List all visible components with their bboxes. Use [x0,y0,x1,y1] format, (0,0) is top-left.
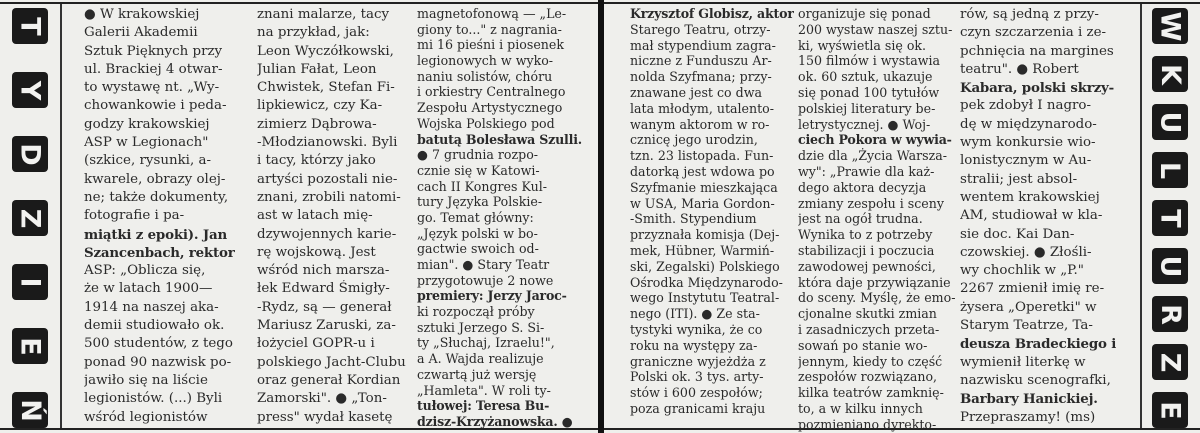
text-line: Julian Fałat, Leon [257,61,377,77]
top-rule-left [0,2,598,4]
text-line: fotografie i pa- [84,208,185,224]
text-line: Wynika to z potrzeby [798,227,933,243]
text-line: press" wydał kasetę [257,409,393,425]
text-line: mi 16 pieśni i piosenek [417,37,564,53]
text-line: nego (ITI). ● Ze sta- [630,306,760,322]
text-line: to, a w kilku innych [798,400,923,416]
text-line: pozmieniano dyrekto- [798,416,937,432]
text-line: gactwie swoich od- [417,241,539,257]
text-line: wentem krakowskiej [960,189,1100,205]
text-line: ast w latach mię- [257,208,373,224]
text-line: Polski ok. 3 tys. arty- [630,369,764,385]
text-line: znawane jest co dwa [630,84,762,100]
text-line: giony to..." z nagrania- [417,21,562,37]
text-line: jennym, kiedy to część [798,353,943,369]
text-line: znani malarze, tacy [257,7,390,22]
text-line: ok. 60 sztuk, ukazuje [798,69,933,85]
text-line: dę w międzynarodo- [960,116,1097,132]
text-line: zmiany zespołu i sceny [798,195,944,211]
text-line: czwartą już wersję [417,366,537,382]
title-letter-right-0: W [1152,8,1188,44]
article-column-4 [630,6,794,417]
text-line: legionistów. (...) Byli [84,391,223,407]
top-rule-right [604,2,1200,4]
text-line: dzisz-Krzyżanowska. ● [417,413,573,429]
text-line: wego Instytutu Teatral- [630,290,780,306]
text-line: oraz generał Kordian [257,372,401,388]
text-line: graniczne wyjeżdża z [630,353,766,369]
title-letter-right-1: K [1152,56,1188,92]
text-line: ki, wyświetla się ok. [798,37,927,53]
text-line: chowankowie i peda- [84,98,227,114]
text-line: wym konkursie wio- [960,135,1096,151]
text-line: pchnięcia na margines [960,43,1114,59]
title-letter-right-3: L [1152,152,1188,188]
text-line: polskiego Jacht-Clubu [257,354,406,370]
title-letter-right-4: T [1152,200,1188,236]
text-line: demii studiowało ok. [84,318,225,334]
text-line: a A. Wajda realizuje [417,351,544,367]
text-line: premiery: Jerzy Jaroc- [417,288,567,304]
text-line: -Młodzianowski. Byli [257,135,398,151]
text-line: ciech Pokora w wywia- [798,132,952,148]
text-line: magnetofonową — „Le- [417,6,567,21]
text-line: wśród nich marsza- [257,263,390,279]
text-line: mał stypendium zagra- [630,37,776,53]
text-line: przyznała komisja (Dej- [630,227,780,243]
text-line: 200 wystaw naszej sztu- [798,21,953,37]
text-line: to wystawę nt. „Wy- [84,80,220,96]
text-line: żysera „Operetki" w [960,299,1097,315]
text-line: Szyfmanie mieszkająca [630,179,778,195]
text-line: Krzysztof Globisz, aktor [630,6,794,21]
title-letter-left-6: Ń [12,392,48,428]
text-line: batutą Bolesława Szulli. [417,131,582,147]
text-line: rów, są jedną z przy- [960,7,1099,22]
text-line: rę wojskową. Jest [257,244,376,260]
vertical-title-w-kulturze [1148,8,1192,428]
title-letter-left-1: Y [12,72,48,108]
text-line: polskiej literatury be- [798,100,936,116]
title-letter-right-5: U [1152,248,1188,284]
text-line: 150 filmów i wystawia [798,53,941,69]
text-line: sie doc. Kai Dan- [960,226,1075,242]
text-line: wymienił literkę w [960,354,1086,370]
text-line: teatru". ● Robert [960,61,1079,77]
text-line: ● 7 grudnia rozpo- [417,147,539,163]
text-line: dzie dla „Życia Warsza- [798,148,948,164]
text-line: Wojska Polskiego pod [417,115,555,131]
text-line: poza granicami kraju [630,400,766,416]
text-line: wanym aktorom w ro- [630,116,770,132]
text-line: Sztuk Pięknych przy [84,43,223,59]
title-letter-left-5: E [12,328,48,364]
text-line: tułowej: Teresa Bu- [417,398,550,414]
text-line: AM, studiował w kla- [960,208,1103,224]
text-line: miątki z epoki). Jan [84,226,227,243]
text-line: mian". ● Stary Teatr [417,257,550,272]
text-line: wśród legionistów [84,409,208,425]
text-line: przygotowuje 2 nowe [417,272,554,288]
text-line: w USA, Maria Gordon- [630,195,775,211]
text-line: dzywojennych karie- [257,226,397,242]
text-line: lipkiewicz, czy Ka- [257,98,383,114]
text-line: Starym Teatrze, Ta- [960,318,1093,334]
text-line: mek, Hübner, Warmiń- [630,242,775,258]
text-line: dego aktora decyzja [798,179,927,195]
title-letter-left-3: Z [12,200,48,236]
text-line: lata młodym, utalento- [630,100,775,116]
text-line: roku na występy za- [630,337,758,353]
text-line: wy chochlik w „P." [960,263,1084,279]
text-line: cznie się w Katowi- [417,162,540,178]
text-line: ki rozpoczął próby [417,304,535,320]
text-line: Przepraszamy! (ms) [960,409,1096,425]
text-line: się ponad 100 tytułów [798,84,940,100]
title-letter-left-2: D [12,136,48,172]
text-line: pek zdobył I nagro- [960,98,1092,114]
vertical-title-tydzien [8,8,52,428]
text-line: -Smith. Stypendium [630,211,757,227]
text-line: „Hamleta". W roli ty- [417,382,551,398]
text-line: cznicę jego urodzin, [630,132,758,148]
text-line: naniu solistów, chóru [417,68,553,84]
text-line: ASP: „Oblicza się, [84,263,206,279]
text-line: która daje przywiązanie [798,274,951,290]
text-line: nazwisku scenografki, [960,372,1111,388]
text-line: datorką jest wdowa po [630,163,775,179]
text-line: niczne z Funduszu Ar- [630,53,772,69]
title-letter-left-0: T [12,8,48,44]
text-line: jest na ogół trudna. [798,211,923,227]
text-line: ty „Słuchaj, Izraelu!", [417,335,555,351]
text-line: stów i 600 zespołów; [630,385,763,401]
text-line: ski, Zegalski) Polskiego [630,258,780,274]
text-line: że w latach 1900— [84,281,213,297]
text-line: tystyki wynika, że co [630,321,763,337]
text-line: organizuje się ponad [798,6,931,21]
text-line: zawodowej pewności, [798,258,936,274]
text-line: ponad 90 nazwisk po- [84,354,232,370]
text-line: kilka teatrów zamknię- [798,385,944,401]
text-line: cach II Kongres Kul- [417,178,547,194]
text-line: Szancenbach, rektor [84,244,235,261]
text-line: i orkiestry Centralnego [417,84,566,100]
text-line: 2267 zmienił imię re- [960,281,1105,297]
text-line: letrystycznej. ● Woj- [798,116,931,132]
text-line: 1914 na naszej aka- [84,299,219,315]
text-line: do sceny. Myślę, że emo- [798,290,956,306]
text-line: stabilizacji i poczucia [798,242,935,258]
text-line: Galerii Akademii [84,25,198,41]
text-line: Barbary Hanickiej. [960,391,1098,408]
text-line: deusza Bradeckiego i [960,336,1117,353]
text-line: legionowych w wyko- [417,53,554,69]
text-line: Starego Teatru, otrzy- [630,21,771,37]
text-line: ne; także dokumenty, [84,189,229,205]
text-line: ASP w Legionach" [84,135,209,151]
text-line: i tacy, którzy jako [257,153,376,169]
title-letter-right-7: Z [1152,344,1188,380]
text-line: -Rydz, są — generał [257,299,392,315]
text-line: nolda Szyfmana; przy- [630,69,772,85]
title-divider-right [1140,4,1142,428]
text-line: zespołów rozwiązano, [798,369,938,385]
article-column-1 [84,6,235,427]
text-line: stralii; jest absol- [960,171,1078,187]
article-column-6 [960,6,1116,427]
text-line: 500 studentów, z tego [84,336,233,352]
text-line: wy": „Prawie dla każ- [798,163,935,179]
text-line: sztuki Jerzego S. Si- [417,319,545,335]
text-line: (szkice, rysunki, a- [84,153,211,169]
text-line: Ośrodka Międzynarodo- [630,274,783,290]
text-line: na przykład, jak: [257,25,370,41]
text-line: czowskiej. ● Złośli- [960,244,1092,260]
text-line: łek Edward Śmigły- [257,281,390,297]
text-line: cjonalne skutki zmian [798,306,937,322]
article-column-5 [798,6,955,433]
text-line: czyn szczarzenia i ze- [960,25,1107,41]
text-line: go. Temat główny: [417,209,534,225]
title-letter-right-2: U [1152,104,1188,140]
text-line: kwarele, obrazy olej- [84,171,226,187]
text-line: Zamorski". ● „Ton- [257,391,387,407]
text-line: „Język polski w bo- [417,225,538,241]
text-line: Mariusz Zaruski, za- [257,318,396,334]
text-line: godzy krakowskiej [84,116,210,132]
article-column-3 [417,6,582,430]
text-line: Leon Wyczółkowski, [257,43,394,59]
text-line: Chwistek, Stefan Fi- [257,80,395,96]
text-line: ul. Brackiej 4 otwar- [84,61,223,77]
title-letter-left-4: I [12,264,48,300]
text-line: i zasadniczych przeta- [798,321,940,337]
text-line: tzn. 23 listopada. Fun- [630,148,774,164]
title-letter-right-8: E [1152,392,1188,428]
title-letter-right-6: R [1152,296,1188,332]
article-column-2 [257,6,406,427]
text-line: jawiło się na liście [84,372,208,388]
text-line: sowań po stanie wo- [798,337,928,353]
text-line: łożyciel GOPR-u i [257,336,375,352]
text-line: artyści pozostali nie- [257,171,398,187]
title-divider-left [60,4,62,428]
text-line: lonistycznym w Au- [960,153,1092,169]
text-line: ● W krakowskiej [84,7,200,22]
text-line: Zespołu Artystycznego [417,100,563,116]
text-line: znani, zrobili natomi- [257,189,401,205]
text-line: tury Języka Polskie- [417,194,543,210]
text-line: Kabara, polski skrzy- [960,80,1114,97]
text-line: zimierz Dąbrowa- [257,116,377,132]
